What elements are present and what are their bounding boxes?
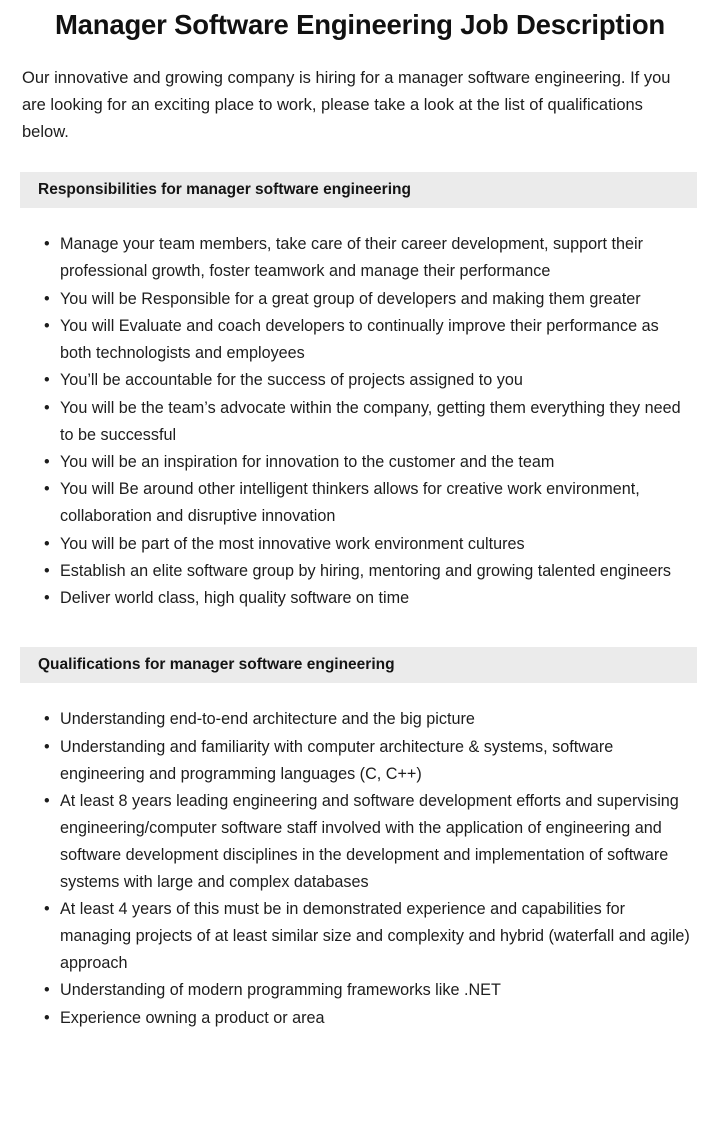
list-item-text: Manage your team members, take care of their career development, support their professional growth, foster teamwork and manage their performance <box>60 235 644 281</box>
list-item-text: Deliver world class, high quality software on time <box>60 589 410 608</box>
bullet-icon: • <box>44 289 50 308</box>
list-item-text: At least 8 years leading engineering and software development efforts and supervising engineering/computer software staff involved with the application of engineering and software development disciplines in the development and implementation of software systems with large and complex databases <box>60 792 679 891</box>
section-responsibilities <box>0 172 720 613</box>
list-item <box>44 896 692 977</box>
list-item-text: You will be Responsible for a great group of developers and making them greater <box>60 289 641 308</box>
list-item-text: You will be part of the most innovative work environment cultures <box>60 534 525 553</box>
intro-paragraph: Our innovative and growing company is hiring for a manager software engineering. If you are looking for an exciting place to work, please take a look at the list of qualifications below. <box>22 68 671 142</box>
list-item <box>44 313 692 367</box>
list-item-text: Understanding of modern programming frameworks like .NET <box>60 981 501 1000</box>
list-item <box>44 476 692 530</box>
list-item <box>44 531 692 558</box>
list-item <box>44 1005 692 1032</box>
bullet-icon: • <box>44 317 50 336</box>
list-item-text: Establish an elite software group by hiring, mentoring and growing talented engineers <box>60 562 671 581</box>
spacer <box>0 683 720 706</box>
bullet-icon: • <box>44 235 50 254</box>
list-item <box>44 449 692 476</box>
bullet-icon: • <box>44 981 50 1000</box>
spacer <box>0 613 720 647</box>
list-item-text: Experience owning a product or area <box>60 1008 325 1027</box>
bullet-icon: • <box>44 480 50 499</box>
spacer <box>0 147 720 172</box>
section-qualifications <box>0 647 720 1032</box>
list-item-text: You will be the team’s advocate within the company, getting them everything they need to be successful <box>60 398 681 444</box>
list-item <box>44 367 692 394</box>
bullet-icon: • <box>44 371 50 390</box>
bullet-icon: • <box>44 900 50 919</box>
list-item <box>44 788 692 896</box>
page-title: Manager Software Engineering Job Description <box>54 9 666 40</box>
list-item <box>44 395 692 449</box>
responsibilities-list <box>0 231 720 612</box>
list-item <box>44 231 692 285</box>
list-item <box>44 585 692 612</box>
spacer <box>0 208 720 231</box>
list-item <box>44 734 692 788</box>
section-heading-qualifications: Qualifications for manager software engineering <box>20 647 697 684</box>
list-item-text: At least 4 years of this must be in demonstrated experience and capabilities for managing projects of at least similar size and complexity and hybrid (waterfall and agile) approach <box>60 900 690 972</box>
list-item-text: You will be an inspiration for innovation to the customer and the team <box>60 452 555 471</box>
list-item-text: You’ll be accountable for the success of projects assigned to you <box>60 371 523 390</box>
list-item-text: You will Be around other intelligent thinkers allows for creative work environment, collaboration and disruptive innovation <box>60 480 640 526</box>
list-item <box>44 706 692 733</box>
bullet-icon: • <box>44 452 50 471</box>
bullet-icon: • <box>44 534 50 553</box>
list-item <box>44 286 692 313</box>
list-item-text: Understanding end-to-end architecture and the big picture <box>60 710 475 729</box>
list-item-text: Understanding and familiarity with computer architecture & systems, software engineering and programming languages (C, C++) <box>60 737 614 783</box>
section-heading-responsibilities: Responsibilities for manager software engineering <box>20 172 697 209</box>
bullet-icon: • <box>44 737 50 756</box>
bullet-icon: • <box>44 710 50 729</box>
qualifications-list <box>0 706 720 1031</box>
list-item <box>44 977 692 1004</box>
list-item-text: You will Evaluate and coach developers to continually improve their performance as both technologists and employees <box>60 317 659 362</box>
bullet-icon: • <box>44 1008 50 1027</box>
bullet-icon: • <box>44 398 50 417</box>
bullet-icon: • <box>44 589 50 608</box>
bullet-icon: • <box>44 792 50 811</box>
list-item <box>44 558 692 585</box>
bullet-icon: • <box>44 562 50 581</box>
